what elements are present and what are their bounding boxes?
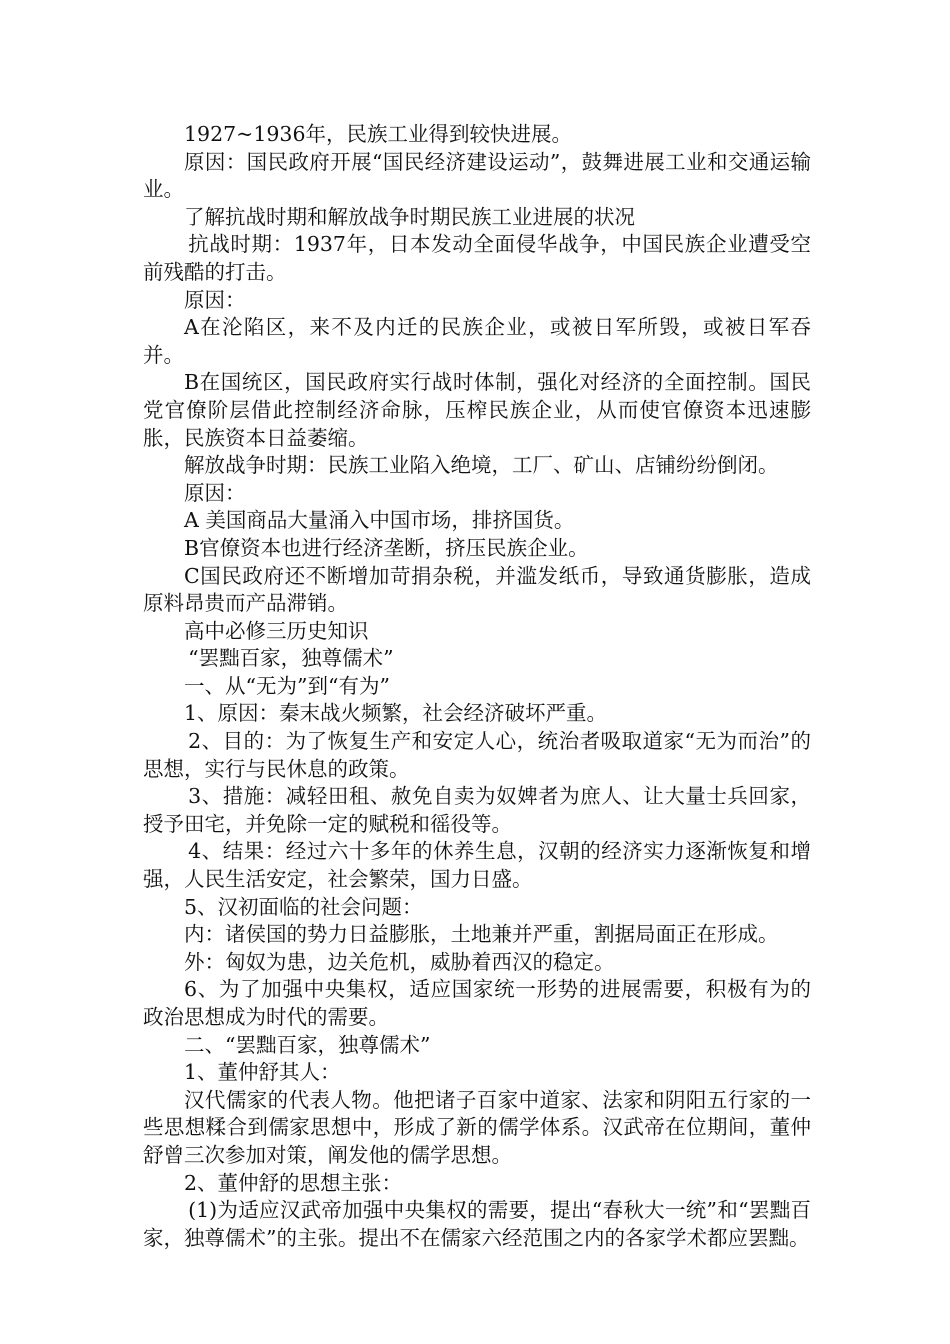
paragraph: B在国统区，国民政府实行战时体制，强化对经济的全面控制。国民党官僚阶层借此控制经济命脉，压榨民族企业，从而使官僚资本迅速膨胀，民族资本日益萎缩。	[143, 370, 811, 450]
paragraph: 原因：国民政府开展“国民经济建设运动”，鼓舞进展工业和交通运输业。	[143, 149, 811, 202]
section-heading: 一、从“无为”到“有为”	[184, 673, 390, 698]
paragraph: 5、汉初面临的社会问题：	[184, 894, 423, 919]
paragraph: 4、结果：经过六十多年的休养生息，汉朝的经济实力逐渐恢复和增强，人民生活安定，社会繁荣，国力日盛。	[143, 839, 811, 892]
paragraph: C国民政府还不断增加苛捐杂税，并滥发纸币，导致通货膨胀，造成原料昂贵而产品滞销。	[143, 563, 811, 616]
paragraph: 1927~1936年，民族工业得到较快进展。	[184, 122, 573, 146]
paragraph: A在沦陷区，来不及内迁的民族企业，或被日军所毁，或被日军吞并。	[143, 315, 811, 367]
paragraph: A 美国商品大量涌入中国市场，排挤国货。	[184, 508, 575, 533]
document-body	[143, 121, 811, 1252]
paragraph: 6、为了加强中央集权，适应国家统一形势的进展需要，积极有为的政治思想成为时代的需要。	[143, 977, 811, 1029]
paragraph: 3、措施：减轻田租、赦免自卖为奴婢者为庶人、让大量士兵回家，授予田宅，并免除一定的赋税和徭役等。	[143, 784, 811, 836]
paragraph: 原因：	[184, 287, 246, 312]
paragraph: 1、董仲舒其人：	[184, 1060, 341, 1085]
paragraph: 了解抗战时期和解放战争时期民族工业进展的状况	[184, 204, 635, 229]
paragraph: 解放战争时期：民族工业陷入绝境，工厂、矿山、店铺纷纷倒闭。	[184, 453, 779, 478]
section-heading: “罢黜百家，独尊儒术”	[188, 646, 394, 671]
paragraph: 2、目的：为了恢复生产和安定人心，统治者吸取道家“无为而治”的思想，实行与民休息的政策。	[143, 729, 811, 781]
paragraph: 内：诸侯国的势力日益膨胀，土地兼并严重，割据局面正在形成。	[184, 922, 779, 947]
paragraph: 汉代儒家的代表人物。他把诸子百家中道家、法家和阴阳五行家的一些思想糅合到儒家思想中，形成了新的儒学体系。汉武帝在位期间，董仲舒曾三次参加对策，阐发他的儒学思想。	[143, 1087, 811, 1167]
section-heading: 二、“罢黜百家，独尊儒术”	[184, 1032, 431, 1057]
paragraph: 外：匈奴为患，边关危机，威胁着西汉的稳定。	[184, 949, 615, 974]
paragraph: 抗战时期：1937年，日本发动全面侵华战争，中国民族企业遭受空前残酷的打击。	[143, 232, 811, 284]
paragraph: 原因：	[184, 480, 246, 505]
paragraph: (1)为适应汉武帝加强中央集权的需要，提出“春秋大一统”和“罢黜百家，独尊儒术”的主张。提出不在儒家六经范围之内的各家学术都应罢黜。	[143, 1198, 811, 1250]
paragraph: 1、原因：秦末战火频繁，社会经济破坏严重。	[184, 701, 608, 726]
section-heading: 高中必修三历史知识	[184, 618, 369, 643]
paragraph: B官僚资本也进行经济垄断，挤压民族企业。	[184, 535, 589, 560]
paragraph: 2、董仲舒的思想主张：	[184, 1170, 403, 1195]
